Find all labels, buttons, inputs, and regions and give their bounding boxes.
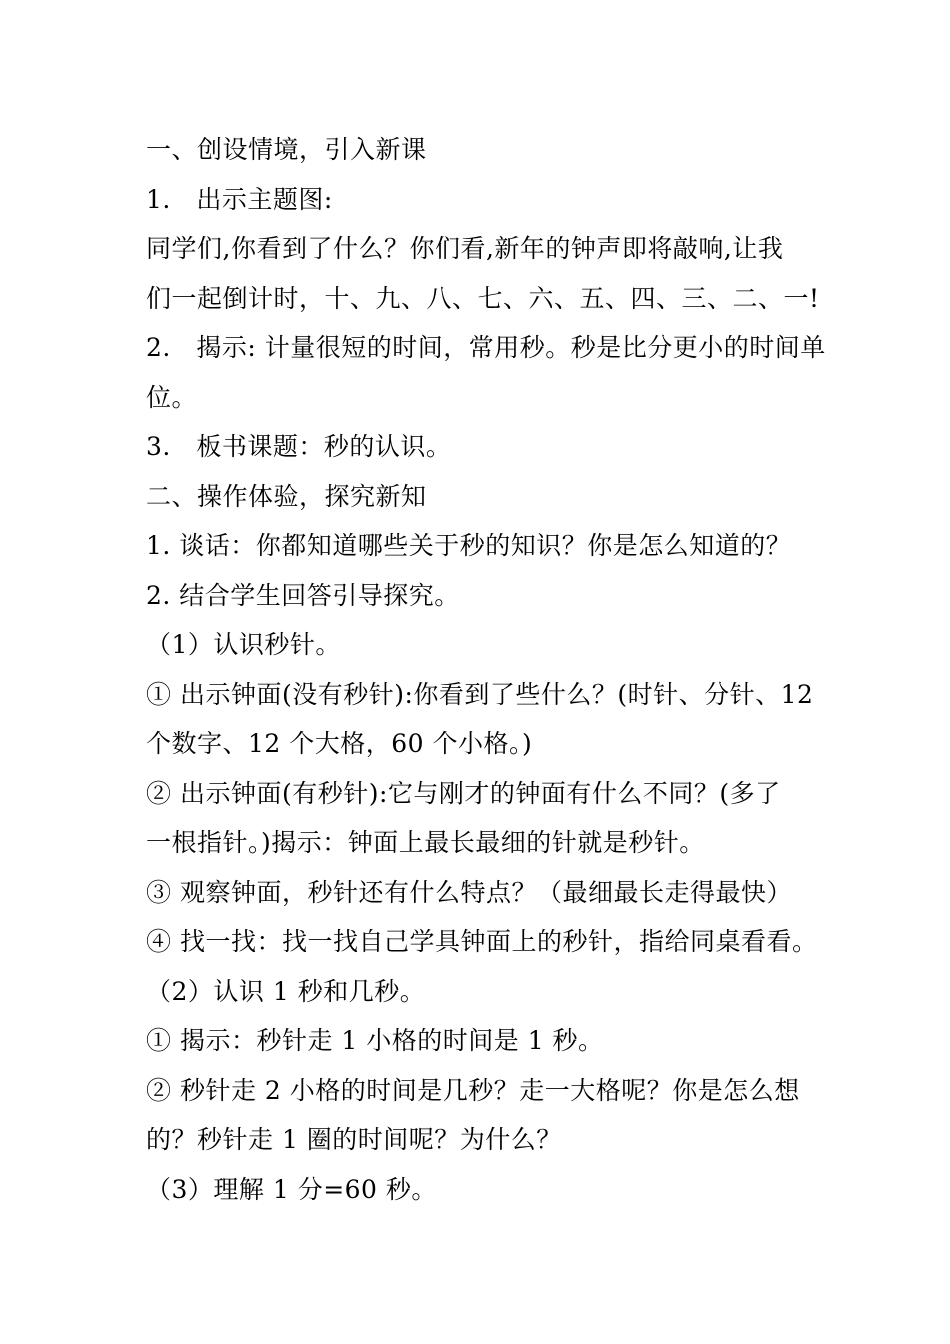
text-line: 一根指针。)揭示：钟面上最长最细的针就是秒针。 — [146, 828, 705, 857]
text-line: 同学们,你看到了什么？你们看,新年的钟声即将敲响,让我 — [146, 234, 784, 263]
text-line: ① 出示钟面(没有秒针):你看到了些什么？(时针、分针、12 — [146, 679, 814, 709]
text-line: ① 揭示：秒针走 1 小格的时间是 1 秒。 — [146, 1026, 604, 1055]
text-line: ④ 找一找：找一找自己学具钟面上的秒针，指给同桌看看。 — [146, 927, 818, 956]
text-line: 位。 — [146, 382, 198, 412]
sub-heading: （2）认识 1 秒和几秒。 — [146, 976, 426, 1006]
document-body — [146, 125, 826, 1214]
section-heading-1: 一、创设情境，引入新课 — [146, 135, 427, 164]
text-line: 1. 谈话：你都知道哪些关于秒的知识？你是怎么知道的？ — [146, 531, 792, 560]
text-line: ③ 观察钟面，秒针还有什么特点？（最细最长走得最快） — [146, 877, 792, 907]
section-heading-2: 二、操作体验，探究新知 — [146, 481, 427, 511]
text-line: 们一起倒计时，十、九、八、七、六、五、四、三、二、一! — [146, 283, 820, 313]
text-line: ② 秒针走 2 小格的时间是几秒？走一大格呢？你是怎么想 — [146, 1075, 800, 1105]
text-line: 的？秒针走 1 圈的时间呢？为什么？ — [146, 1125, 562, 1154]
text-line: ② 出示钟面(有秒针):它与刚才的钟面有什么不同？(多了 — [146, 778, 781, 808]
sub-heading: （1）认识秒针。 — [146, 630, 341, 659]
text-line: 1. 出示主题图: — [146, 184, 333, 214]
text-line: 3. 板书课题：秒的认识。 — [146, 432, 452, 461]
text-line: 2. 揭示: 计量很短的时间，常用秒。秒是比分更小的时间单 — [146, 333, 826, 362]
text-line: 个数字、12 个大格，60 个小格。) — [146, 729, 533, 758]
sub-heading: （3）理解 1 分=60 秒。 — [146, 1174, 437, 1204]
text-line: 2. 结合学生回答引导探究。 — [146, 580, 460, 610]
